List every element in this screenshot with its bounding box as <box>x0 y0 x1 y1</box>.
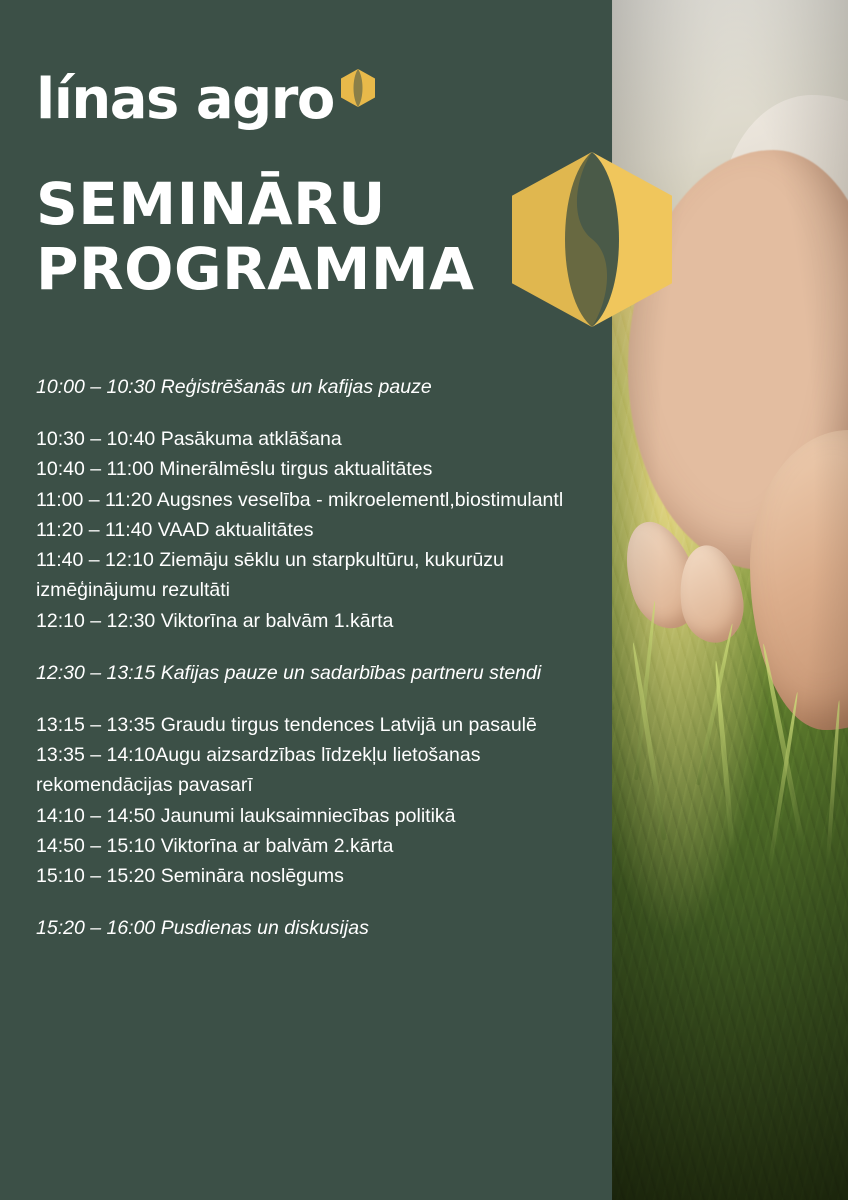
schedule-item: 10:40 – 11:00 Minerālmēslu tirgus aktualitātes <box>36 458 433 481</box>
schedule-item: 14:10 – 14:50 Jaunumi lauksaimniecības politikā <box>36 804 456 827</box>
page-title <box>36 172 576 302</box>
schedule-item: 11:20 – 11:40 VAAD aktualitātes <box>36 518 314 541</box>
schedule-item: 10:30 – 10:40 Pasākuma atklāšana <box>36 428 342 451</box>
schedule-item: 13:15 – 13:35 Graudu tirgus tendences Latvijā un pasaulē <box>36 713 537 736</box>
schedule-list <box>36 372 584 944</box>
schedule-item: 14:50 – 15:10 Viktorīna ar balvām 2.kārta <box>36 834 394 857</box>
schedule-group <box>36 372 584 402</box>
schedule-item: 11:40 – 12:10 Ziemāju sēklu un starpkultūru, kukurūzu izmēģinājumu rezultāti <box>36 549 504 602</box>
schedule-item: 11:00 – 11:20 Augsnes veselība - mikroelementl,biostimulantl <box>36 488 564 511</box>
hexagon-logo-icon <box>341 69 375 112</box>
schedule-group <box>36 658 584 688</box>
schedule-group <box>36 424 584 636</box>
schedule-item: 12:30 – 13:15 Kafijas pauze un sadarbības partneru stendi <box>36 661 542 684</box>
page-title-line-2: PROGRAMMA <box>36 234 475 303</box>
schedule-group <box>36 710 584 891</box>
hexagon-logo-watermark-icon <box>512 152 672 327</box>
schedule-item: 15:20 – 16:00 Pusdienas un diskusijas <box>36 917 369 940</box>
schedule-group <box>36 913 584 943</box>
brand-logo <box>36 67 375 132</box>
schedule-item: 15:10 – 15:20 Semināra noslēgums <box>36 865 344 888</box>
schedule-item: 12:10 – 12:30 Viktorīna ar balvām 1.kārta <box>36 609 394 632</box>
page-title-line-1: SEMINĀRU <box>36 170 386 238</box>
brand-name: línas agro <box>36 67 334 132</box>
schedule-item: 10:00 – 10:30 Reģistrēšanās un kafijas pauze <box>36 376 432 398</box>
schedule-item: 13:35 – 14:10Augu aizsardzības līdzekļu lietošanas rekomendācijas pavasarī <box>36 744 481 797</box>
